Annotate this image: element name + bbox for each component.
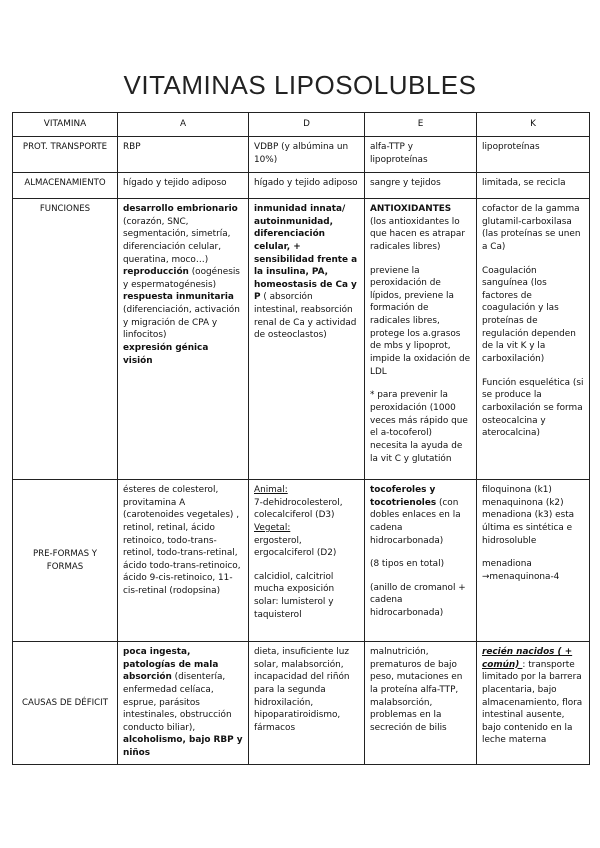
- def-a-alcoholismo: alcoholismo, bajo RBP y niños: [123, 735, 243, 759]
- header-e: E: [365, 113, 477, 137]
- pre-e-tocoferoles-detail: (con dobles enlaces en la cadena hidrocarbonada): [370, 497, 461, 546]
- row-preformas: [13, 480, 590, 642]
- cell-fun-a: [118, 199, 249, 480]
- pre-k-menadiona: menadiona →menaquinona-4: [482, 559, 560, 582]
- fun-a-vision: visión: [123, 355, 153, 366]
- row-label-preformas: PRE-FORMAS Y FORMAS: [13, 480, 118, 642]
- cell-prot-a: RBP: [118, 137, 249, 173]
- fun-e-antioxidantes: ANTIOXIDANTES: [370, 204, 452, 214]
- fun-a-desarrollo-detail: (corazón, SNC, segmentación, simetría, diferenciación celular, queratina, moco…): [123, 216, 231, 265]
- header-a: A: [118, 113, 249, 137]
- cell-prot-k: lipoproteínas: [477, 137, 590, 173]
- fun-k-coagulacion: Coagulación sanguínea (los factores de coagulación y las proteínas de regulación dependen de la vit K y la carboxilación): [482, 265, 576, 365]
- cell-def-a: [118, 642, 249, 765]
- header-row: [13, 113, 590, 137]
- def-a-ingesta: poca ingesta, patologías de mala absorción: [123, 647, 219, 683]
- fun-k-cofactor: cofactor de la gamma glutamil-carboxilasa (las proteínas se unen a Ca): [482, 204, 581, 252]
- def-k-detail: : transporte limitado por la barrera placentaria, bajo almacenamiento, flora intestinal ausente, bajo contenido en la leche materna: [482, 659, 583, 746]
- fun-a-reproduccion: reproducción: [123, 267, 189, 278]
- cell-prot-d: VDBP (y albúmina un 10%): [249, 137, 365, 173]
- fun-e-antioxidantes-detail: (los antioxidantes lo que hacen es atrapar radicales libres): [370, 216, 466, 252]
- cell-pre-a: ésteres de colesterol, provitamina A (carotenoides vegetales) , retinol, retinal, ácido retinoico, todo-trans-retinol, todo-trans-retinal, ácido todo-trans-retinoico, ácido 9-cis-retinoico, 11-cis-retinal (rodopsina): [118, 480, 249, 642]
- fun-a-reproduccion-detail: (oogénesis y espermatogénesis): [123, 267, 240, 290]
- def-a-ingesta-detail: (disentería, enfermedad celíaca, esprue, parásitos intestinales, obstrucción conducto biliar),: [123, 672, 232, 733]
- cell-alm-k: limitada, se recicla: [477, 173, 590, 199]
- row-label-deficit: CAUSAS DE DÉFICIT: [13, 642, 118, 765]
- row-label-funciones: FUNCIONES: [13, 199, 118, 480]
- row-deficit: [13, 642, 590, 765]
- pre-k-quinonas: filoquinona (k1) menaquinona (k2) menadiona (k3) esta última es sintética e hidrosoluble: [482, 485, 575, 546]
- row-label-alm: ALMACENAMIENTO: [13, 173, 118, 199]
- fun-d-detail: ( absorción intestinal, reabsorción renal de Ca y actividad de osteoclastos): [254, 292, 357, 341]
- pre-d-animal-label: Animal:: [254, 485, 288, 495]
- cell-alm-e: sangre y tejidos: [365, 173, 477, 199]
- pre-d-vegetal-label: Vegetal:: [254, 522, 291, 533]
- header-k: K: [477, 113, 590, 137]
- cell-def-k: [477, 642, 590, 765]
- fun-a-inmunitaria: respuesta inmunitaria: [123, 292, 234, 303]
- fun-a-expresion: expresión génica: [123, 343, 209, 354]
- fun-k-esqueletica: Función esquelética (si se produce la carboxilación se forma osteocalcina y aterocalcina): [482, 377, 584, 439]
- fun-d-main: inmunidad innata/ autoinmunidad, diferenciación celular, + sensibilidad frente a la insulina, PA, homeostasis de Ca y P: [254, 204, 358, 303]
- fun-a-inmunitaria-detail: (diferenciación, activación y migración de CPA y linfocitos): [123, 305, 240, 341]
- row-label-prot: PROT. TRANSPORTE: [13, 137, 118, 173]
- vitamins-table: [12, 112, 590, 765]
- def-k-recien-nacidos: recién nacidos ( + común): [482, 647, 573, 670]
- fun-e-note: * para prevenir la peroxidación (1000 veces más rápido que el a-tocoferol) necesita la ayuda de la vit C y glutatión: [370, 390, 468, 464]
- pre-d-animal: 7-dehidrocolesterol, colecalciferol (D3): [254, 497, 343, 521]
- pre-e-anillo: (anillo de cromanol + cadena hidrocarbonada): [370, 582, 466, 619]
- fun-e-previene: previene la peroxidación de lípidos, previene la formación de radicales libres, protege los a.grasos de mbs y lipoprot, impide la oxidación de LDL: [370, 265, 471, 377]
- cell-def-d: dieta, insuficiente luz solar, malabsorción, incapacidad del riñón para la segunda hidroxilación, hipoparatiroidismo, fármacos: [249, 642, 365, 765]
- cell-prot-e: alfa-TTP y lipoproteínas: [365, 137, 477, 173]
- row-almacenamiento: [13, 173, 590, 199]
- pre-d-other: calcidiol, calcitriol mucha exposición solar: lumisterol y taquisterol: [254, 571, 335, 620]
- page-title: VITAMINAS LIPOSOLUBLES: [123, 70, 477, 100]
- cell-def-e: malnutrición, prematuros de bajo peso, mutaciones en la proteína alfa-TTP, malabsorción, problemas en la secreción de bilis: [365, 642, 477, 765]
- header-vitamina: VITAMINA: [13, 113, 118, 137]
- cell-pre-e: [365, 480, 477, 642]
- header-d: D: [249, 113, 365, 137]
- cell-pre-k: [477, 480, 590, 642]
- pre-e-tipos: (8 tipos en total): [370, 559, 445, 570]
- row-funciones: [13, 199, 590, 480]
- cell-fun-d: [249, 199, 365, 480]
- pre-e-tocoferoles: tocoferoles y tocotrienoles: [370, 485, 437, 508]
- row-prot-transporte: [13, 137, 590, 173]
- cell-alm-d: hígado y tejido adiposo: [249, 173, 365, 199]
- pre-d-vegetal: ergosterol, ergocalciferol (D2): [254, 535, 337, 559]
- cell-alm-a: hígado y tejido adiposo: [118, 173, 249, 199]
- fun-a-desarrollo: desarrollo embrionario: [123, 204, 238, 214]
- cell-fun-k: [477, 199, 590, 480]
- cell-fun-e: [365, 199, 477, 480]
- cell-pre-d: [249, 480, 365, 642]
